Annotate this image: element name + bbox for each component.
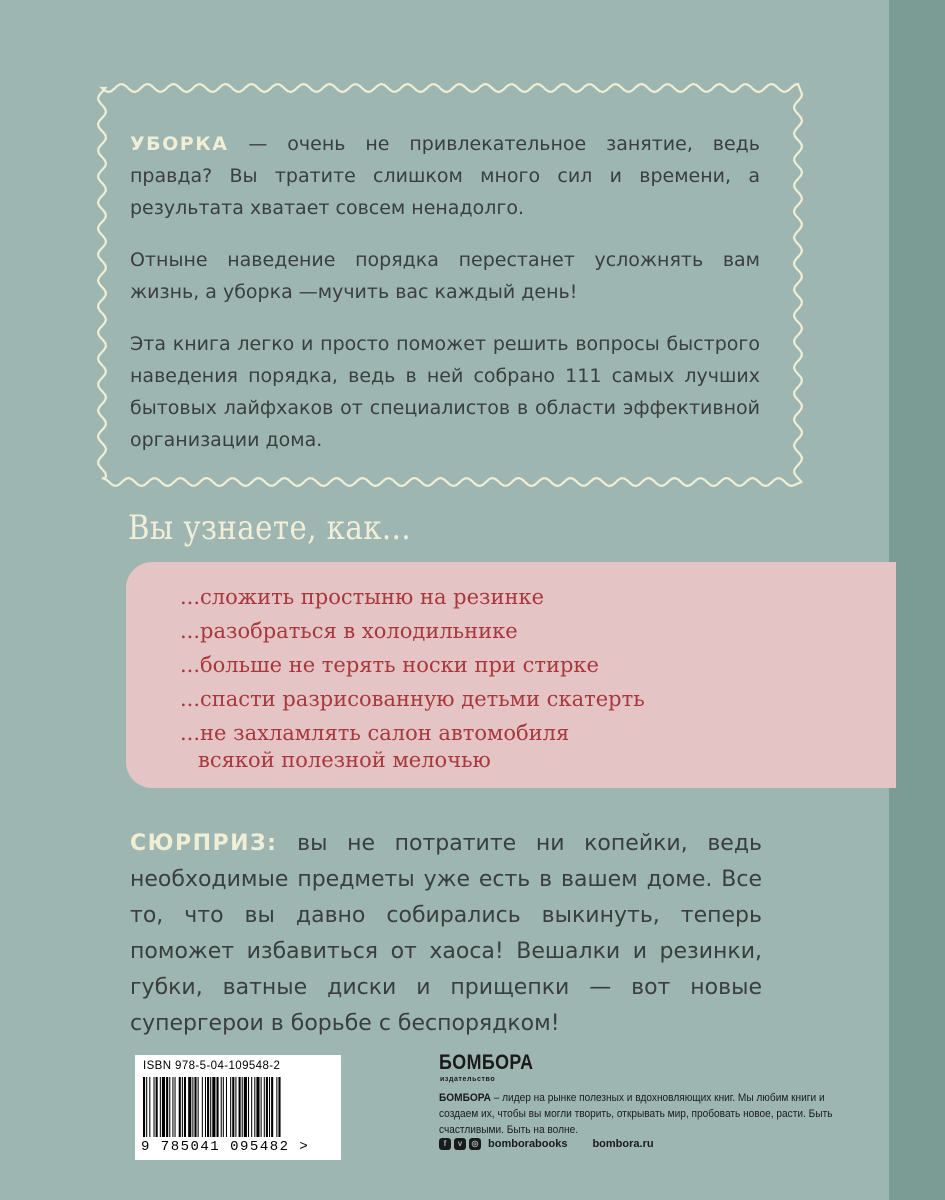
barcode-bar [149, 1077, 150, 1137]
barcode-bar [276, 1077, 277, 1137]
barcode-bar [223, 1077, 224, 1137]
barcode-bar [156, 1077, 158, 1137]
barcode-bar [160, 1077, 161, 1137]
learn-list [180, 584, 645, 781]
learn-heading: Вы узнаете, как... [128, 508, 412, 548]
barcode-bar [251, 1077, 252, 1137]
barcode-bar [143, 1077, 145, 1137]
barcode-bar [205, 1077, 206, 1137]
publisher-site: bombora.ru [592, 1138, 654, 1150]
barcode-bar [182, 1077, 183, 1137]
learn-item: ...больше не терять носки при стирке [180, 653, 599, 677]
barcode-digits: 9 785041 095482 > [141, 1139, 310, 1155]
learn-item [180, 720, 645, 774]
barcode-bar [242, 1077, 243, 1137]
learn-item: ...сложить простыню на резинке [180, 585, 545, 609]
facebook-icon: f [439, 1138, 451, 1150]
social-handle: bomborabooks [488, 1138, 568, 1150]
barcode-bar [266, 1077, 268, 1137]
barcode-bar [269, 1077, 270, 1137]
barcode-bar [261, 1077, 262, 1137]
barcode-bars [141, 1077, 335, 1139]
barcode-bar [154, 1077, 155, 1137]
barcode-bar [202, 1077, 203, 1137]
surprise-text: СЮРПРИЗ: вы не потратите ни копейки, ведь необходимые предметы уже есть в вашем доме. Все то, что вы давно собирались выкинуть, теперь поможет избавиться от хаоса! Вешалки и резинки, губки, ватные диски и прищепки — вот новые супергерои в борьбе с беспорядком! [130, 831, 762, 1036]
barcode-bar [188, 1077, 191, 1137]
spine-strip [889, 0, 945, 1200]
barcode-bar [230, 1077, 231, 1137]
barcode-bar [271, 1077, 273, 1137]
publisher-logo: БОМБОРА [439, 1051, 534, 1074]
barcode-bar [207, 1077, 209, 1137]
publisher-description: БОМБОРА – лидер на рынке полезных и вдохновляющих книг. Мы любим книги и создаем их, чтобы вы могли творить, открывать мир, пробовать новое, расти. Быть счастливыми. Быть на волне. [439, 1092, 833, 1136]
barcode-bar [248, 1077, 249, 1137]
barcode-bar [217, 1077, 219, 1137]
learn-item-5-cont: всякой полезной мелочью [198, 748, 491, 772]
intro-paragraph-3: Эта книга легко и просто поможет решить вопросы быстрого наведения порядка, ведь в ней собрано 111 самых лучших бытовых лайфхаков от специалистов в области эффективной организации дома. [130, 333, 760, 451]
barcode-bar [169, 1077, 170, 1137]
barcode-bar [264, 1077, 265, 1137]
barcode-bar [235, 1077, 236, 1137]
barcode-bar [254, 1077, 255, 1137]
barcode-bar [226, 1077, 227, 1137]
publisher-sub: издательство [440, 1076, 496, 1083]
intro-paragraph-2: Отныне наведение порядка перестанет усложнять вам жизнь, а уборка —мучить вас каждый день! [130, 249, 760, 303]
barcode-bar [244, 1077, 247, 1137]
barcode [135, 1055, 341, 1160]
barcode-bar [172, 1077, 173, 1137]
barcode-bar [166, 1077, 168, 1137]
barcode-bar [146, 1077, 147, 1137]
learn-item: ...спасти разрисованную детьми скатерть [180, 687, 645, 711]
barcode-bar [210, 1077, 211, 1137]
surprise-accent: СЮРПРИЗ: [130, 831, 278, 856]
publisher-social [439, 1138, 654, 1150]
isbn-label: ISBN 978-5-04-109548-2 [143, 1060, 281, 1072]
barcode-bar [221, 1077, 222, 1137]
barcode-bar [212, 1077, 215, 1137]
barcode-bar [256, 1077, 259, 1137]
learn-item: ...разобраться в холодильнике [180, 619, 518, 643]
intro-text [130, 128, 760, 476]
barcode-bar [232, 1077, 234, 1137]
vk-icon: v [454, 1138, 466, 1150]
cleaning-accent: УБОРКА [130, 133, 229, 155]
barcode-bar [192, 1077, 193, 1137]
barcode-bar [194, 1077, 196, 1137]
barcode-bar [175, 1077, 176, 1137]
learn-item-5-text: ...не захламлять салон автомобиля [180, 721, 570, 745]
barcode-bar [198, 1077, 199, 1137]
barcode-bar [162, 1077, 165, 1137]
instagram-icon: ◎ [469, 1138, 481, 1150]
barcode-bar [179, 1077, 181, 1137]
barcode-bar [184, 1077, 186, 1137]
barcode-bar [239, 1077, 241, 1137]
intro-paragraph-1: УБОРКА — очень не привлекательное занятие, ведь правда? Вы тратите слишком много сил и времени, а результата хватает совсем ненадолго. [130, 133, 760, 219]
barcode-bar [278, 1077, 280, 1137]
